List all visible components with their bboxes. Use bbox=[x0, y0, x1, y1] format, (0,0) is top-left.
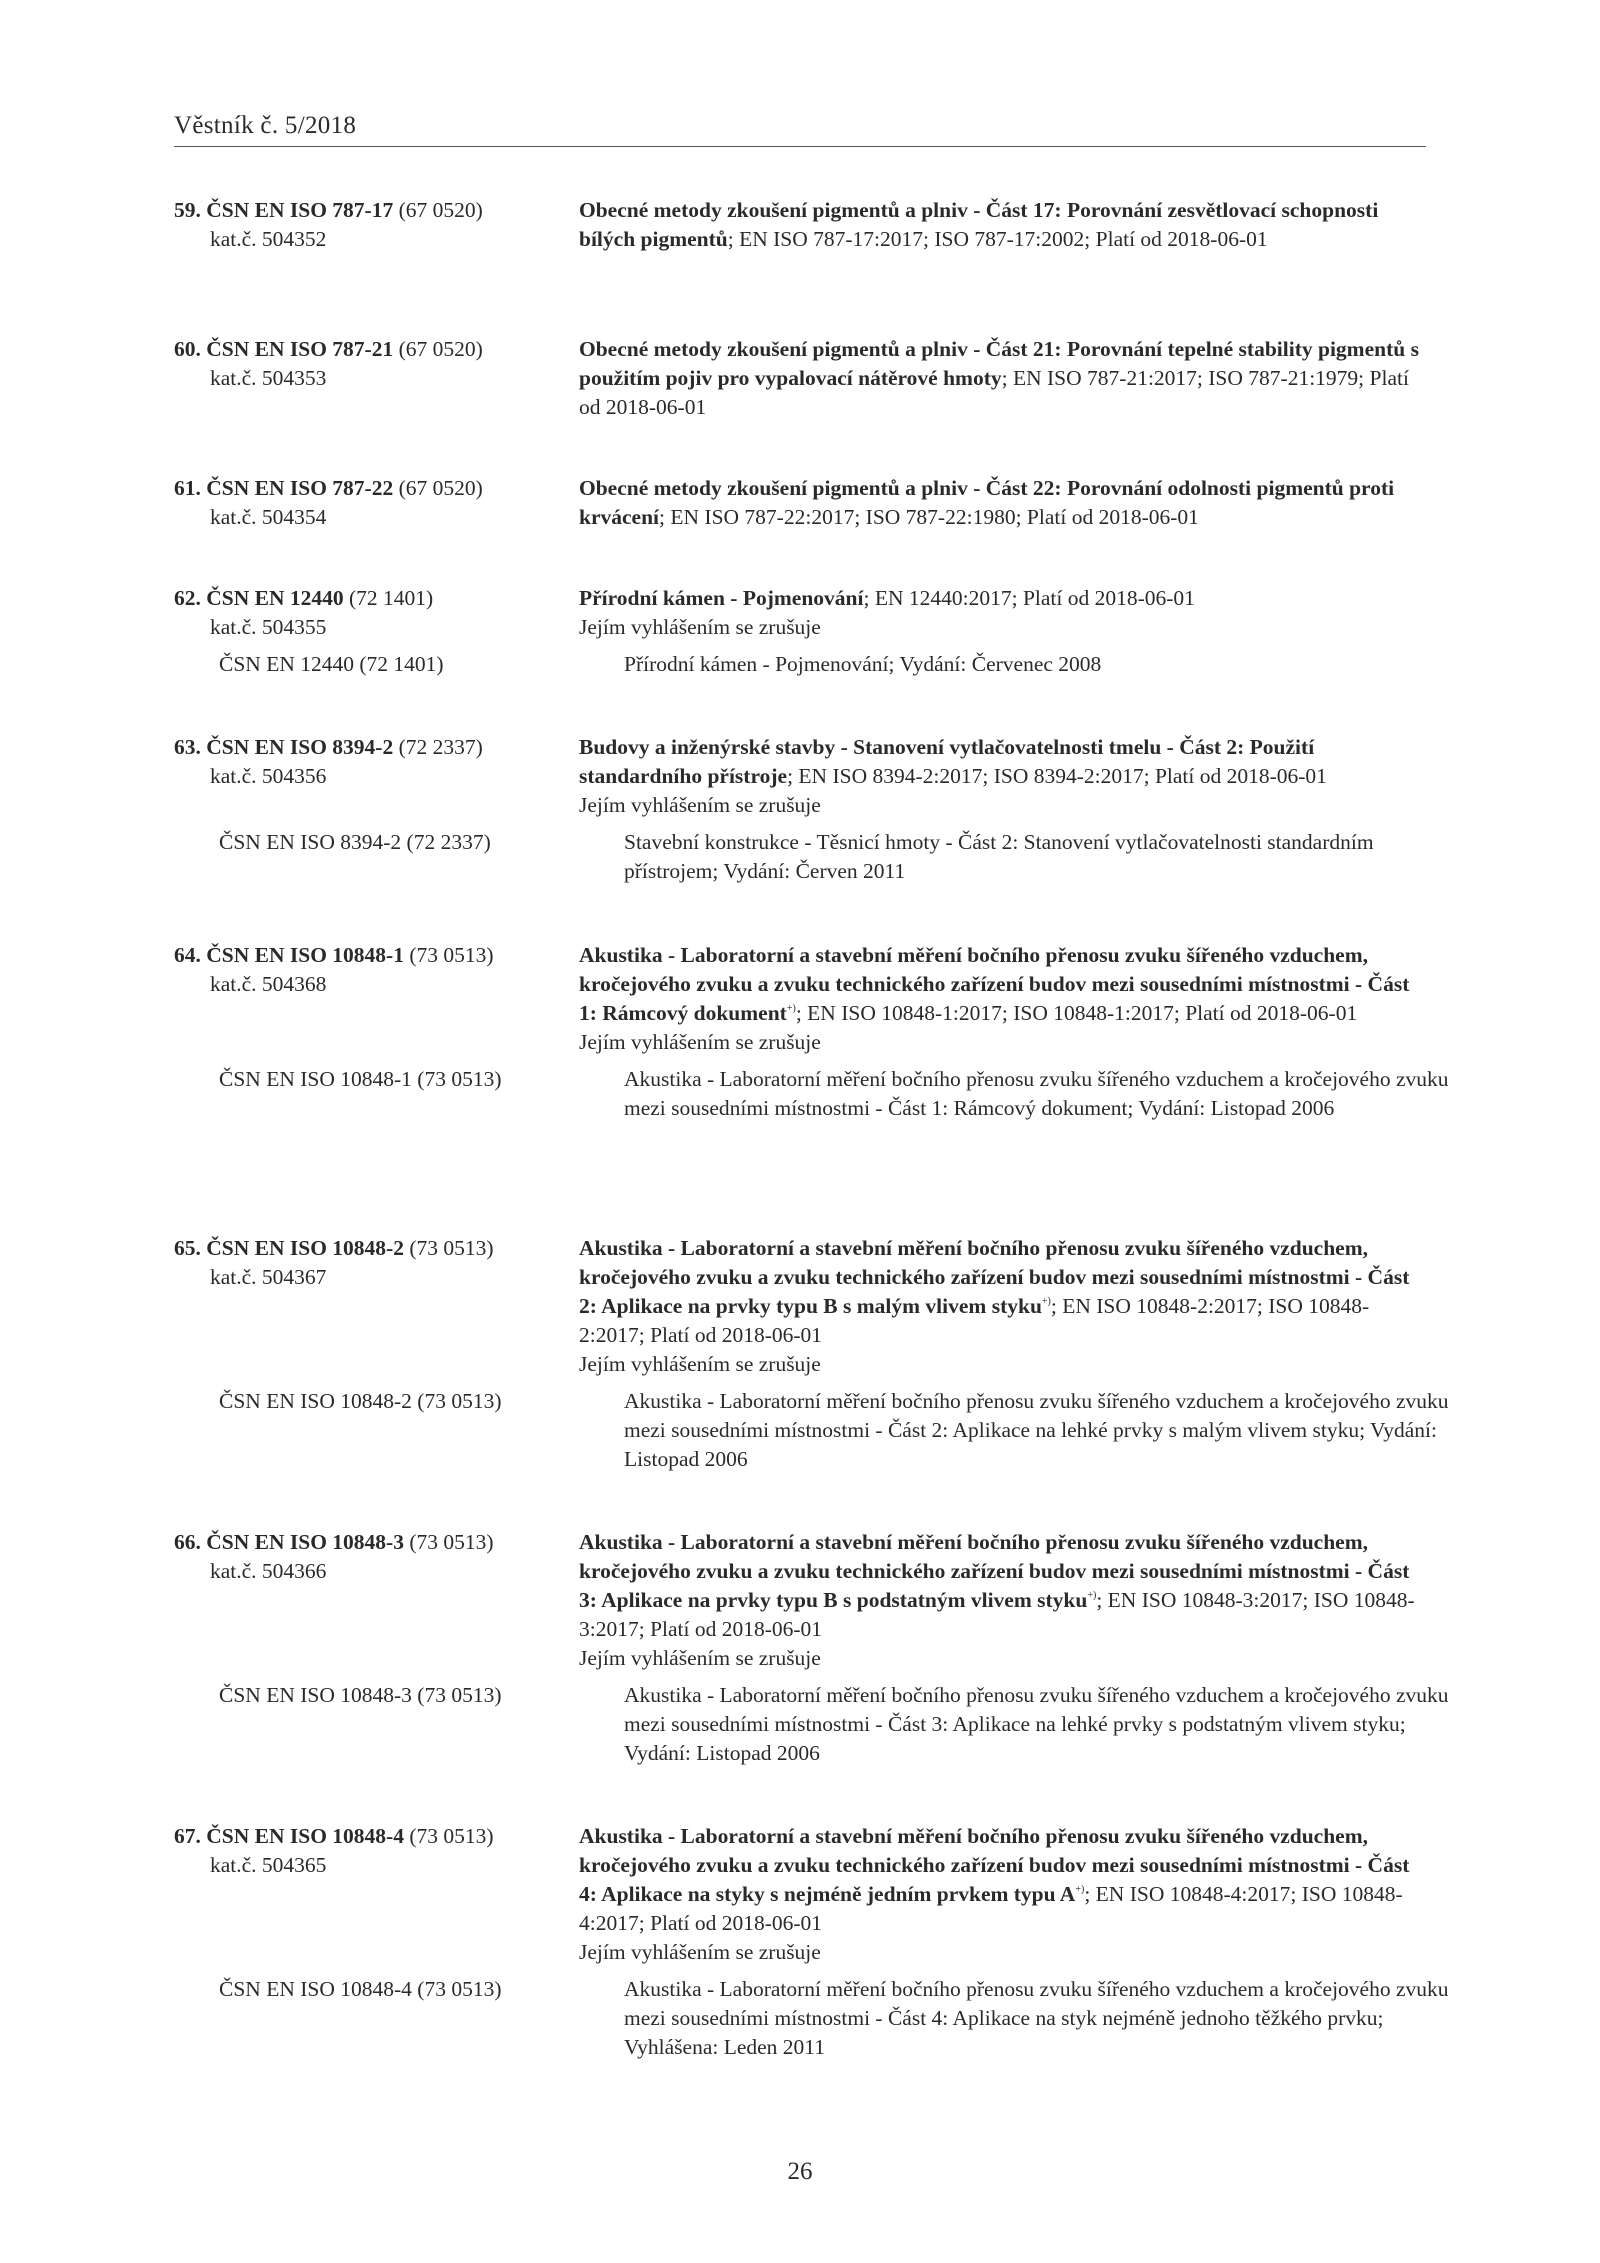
entry-number: 60. bbox=[174, 337, 201, 361]
classification-code: (72 1401) bbox=[349, 586, 434, 610]
footnote-marker: +) bbox=[1087, 1590, 1097, 1601]
classification-code: (67 0520) bbox=[398, 198, 483, 222]
footnote-marker: +) bbox=[786, 1003, 796, 1014]
cancellation-note: Jejím vyhlášením se zrušuje bbox=[579, 1940, 821, 1964]
catalog-number: kat.č. 504355 bbox=[210, 615, 327, 639]
classification-code: (73 0513) bbox=[409, 1824, 494, 1848]
standard-code: ČSN EN ISO 10848-2 bbox=[206, 1236, 404, 1260]
superseded-standard-title: Akustika - Laboratorní měření bočního přenosu zvuku šířeného vzduchem a kročejového zvuku mezi sousedními místnostmi - Část 2: Aplikace na lehké prvky s malým vlivem styku; Vydání: Listopad 2006 bbox=[624, 1389, 1449, 1471]
standard-identifier bbox=[174, 1822, 579, 1880]
standard-code: ČSN EN 12440 bbox=[206, 586, 344, 610]
page-header bbox=[174, 112, 1426, 147]
standard-title: Akustika - Laboratorní a stavební měření bočního přenosu zvuku šířeného vzduchem, kročejového zvuku a zvuku technického zařízení budov mezi sousedními místnostmi - Část 4: Aplikace na styky s nejméně jedním prvkem typu A bbox=[579, 1824, 1410, 1906]
standard-details: ; EN 12440:2017; Platí od 2018-06-01 bbox=[863, 586, 1195, 610]
cancellation-note: Jejím vyhlášením se zrušuje bbox=[579, 1646, 821, 1670]
standard-details: ; EN ISO 10848-3:2017; ISO 10848-3:2017; Platí od 2018-06-01 bbox=[579, 1588, 1415, 1641]
superseded-standard-code: ČSN EN ISO 10848-4 (73 0513) bbox=[219, 1977, 502, 2001]
standard-description bbox=[579, 941, 1426, 1057]
standard-title: Obecné metody zkoušení pigmentů a plniv - Část 21: Porovnání tepelné stability pigmentů s použitím pojiv pro vypalovací nátěrové hmoty bbox=[579, 337, 1419, 390]
standard-details: ; EN ISO 8394-2:2017; ISO 8394-2:2017; Platí od 2018-06-01 bbox=[787, 764, 1327, 788]
entry-number: 59. bbox=[174, 198, 201, 222]
standard-code: ČSN EN ISO 787-17 bbox=[206, 198, 394, 222]
classification-code: (73 0513) bbox=[409, 1530, 494, 1554]
standard-title: Obecné metody zkoušení pigmentů a plniv - Část 17: Porovnání zesvětlovací schopnosti bílých pigmentů bbox=[579, 198, 1379, 251]
entry-number: 64. bbox=[174, 943, 201, 967]
catalog-number: kat.č. 504352 bbox=[210, 227, 327, 251]
standard-identifier bbox=[174, 1234, 579, 1292]
standard-code: ČSN EN ISO 10848-1 bbox=[206, 943, 404, 967]
standard-entry-66 bbox=[174, 1528, 1449, 1768]
standard-title: Přírodní kámen - Pojmenování bbox=[579, 586, 864, 610]
standard-entry-59 bbox=[174, 196, 1426, 254]
standard-details: ; EN ISO 787-17:2017; ISO 787-17:2002; Platí od 2018-06-01 bbox=[727, 227, 1268, 251]
standard-details: ; EN ISO 10848-4:2017; ISO 10848-4:2017; Platí od 2018-06-01 bbox=[579, 1882, 1403, 1935]
superseded-standard-code: ČSN EN ISO 8394-2 (72 2337) bbox=[219, 830, 491, 854]
superseded-standard-code: ČSN EN ISO 10848-1 (73 0513) bbox=[219, 1067, 502, 1091]
standard-identifier bbox=[174, 1528, 579, 1586]
standard-code: ČSN EN ISO 10848-4 bbox=[206, 1824, 404, 1848]
superseded-standard-title: Přírodní kámen - Pojmenování; Vydání: Červenec 2008 bbox=[624, 652, 1102, 676]
standard-entry-61 bbox=[174, 474, 1426, 532]
standard-title: Budovy a inženýrské stavby - Stanovení vytlačovatelnosti tmelu - Část 2: Použití standardního přístroje bbox=[579, 735, 1315, 788]
standard-identifier bbox=[174, 584, 579, 642]
standard-details: ; EN ISO 787-22:2017; ISO 787-22:1980; Platí od 2018-06-01 bbox=[659, 505, 1199, 529]
catalog-number: kat.č. 504368 bbox=[210, 972, 327, 996]
footnote-marker: +) bbox=[1075, 1884, 1085, 1895]
standard-identifier bbox=[174, 335, 579, 393]
classification-code: (72 2337) bbox=[398, 735, 483, 759]
entry-number: 61. bbox=[174, 476, 201, 500]
standard-description bbox=[579, 1234, 1426, 1379]
catalog-number: kat.č. 504366 bbox=[210, 1559, 327, 1583]
standard-entry-63 bbox=[174, 733, 1426, 886]
standard-title: Obecné metody zkoušení pigmentů a plniv - Část 22: Porovnání odolnosti pigmentů proti krvácení bbox=[579, 476, 1395, 529]
classification-code: (67 0520) bbox=[398, 337, 483, 361]
entry-number: 67. bbox=[174, 1824, 201, 1848]
entry-number: 63. bbox=[174, 735, 201, 759]
journal-issue-title: Věstník č. 5/2018 bbox=[174, 112, 357, 139]
catalog-number: kat.č. 504354 bbox=[210, 505, 327, 529]
standard-code: ČSN EN ISO 787-22 bbox=[206, 476, 394, 500]
standard-title: Akustika - Laboratorní a stavební měření bočního přenosu zvuku šířeného vzduchem, kročejového zvuku a zvuku technického zařízení budov mezi sousedními místnostmi - Část 3: Aplikace na prvky typu B s podstatným vlivem styku bbox=[579, 1530, 1410, 1612]
standard-identifier bbox=[174, 733, 579, 791]
standard-entry-60 bbox=[174, 335, 1426, 422]
catalog-number: kat.č. 504356 bbox=[210, 764, 327, 788]
standard-description bbox=[579, 474, 1426, 532]
classification-code: (67 0520) bbox=[398, 476, 483, 500]
standard-details: ; EN ISO 10848-1:2017; ISO 10848-1:2017; Platí od 2018-06-01 bbox=[795, 1001, 1358, 1025]
standard-identifier bbox=[174, 941, 579, 999]
page-number: 26 bbox=[787, 2158, 813, 2185]
standard-description bbox=[579, 733, 1426, 820]
standard-details: ; EN ISO 787-21:2017; ISO 787-21:1979; Platí od 2018-06-01 bbox=[579, 366, 1409, 419]
entry-number: 66. bbox=[174, 1530, 201, 1554]
cancellation-note: Jejím vyhlášením se zrušuje bbox=[579, 1352, 821, 1376]
superseded-standard-code: ČSN EN 12440 (72 1401) bbox=[219, 652, 444, 676]
standard-title: Akustika - Laboratorní a stavební měření bočního přenosu zvuku šířeného vzduchem, kročejového zvuku a zvuku technického zařízení budov mezi sousedními místnostmi - Část 2: Aplikace na prvky typu B s malým vlivem styku bbox=[579, 1236, 1410, 1318]
superseded-standard-title: Akustika - Laboratorní měření bočního přenosu zvuku šířeného vzduchem a kročejového zvuku mezi sousedními místnostmi - Část 3: Aplikace na lehké prvky s podstatným vlivem styku; Vydání: Listopad 2006 bbox=[624, 1683, 1449, 1765]
standard-code: ČSN EN ISO 787-21 bbox=[206, 337, 394, 361]
entry-number: 62. bbox=[174, 586, 201, 610]
cancellation-note: Jejím vyhlášením se zrušuje bbox=[579, 615, 821, 639]
standard-identifier bbox=[174, 196, 579, 254]
standard-entry-62 bbox=[174, 584, 1426, 679]
superseded-standard-code: ČSN EN ISO 10848-3 (73 0513) bbox=[219, 1683, 502, 1707]
entry-number: 65. bbox=[174, 1236, 201, 1260]
superseded-standard-code: ČSN EN ISO 10848-2 (73 0513) bbox=[219, 1389, 502, 1413]
standard-title: Akustika - Laboratorní a stavební měření bočního přenosu zvuku šířeného vzduchem, kročejového zvuku a zvuku technického zařízení budov mezi sousedními místnostmi - Část 1: Rámcový dokument bbox=[579, 943, 1410, 1025]
standard-description bbox=[579, 584, 1426, 642]
classification-code: (73 0513) bbox=[409, 943, 494, 967]
cancellation-note: Jejím vyhlášením se zrušuje bbox=[579, 793, 821, 817]
standard-entry-65 bbox=[174, 1234, 1449, 1474]
standard-code: ČSN EN ISO 10848-3 bbox=[206, 1530, 404, 1554]
superseded-standard-title: Stavební konstrukce - Těsnicí hmoty - Část 2: Stanovení vytlačovatelnosti standardním přístrojem; Vydání: Červen 2011 bbox=[624, 830, 1374, 883]
catalog-number: kat.č. 504365 bbox=[210, 1853, 327, 1877]
standard-description bbox=[579, 196, 1426, 254]
standard-code: ČSN EN ISO 8394-2 bbox=[206, 735, 394, 759]
cancellation-note: Jejím vyhlášením se zrušuje bbox=[579, 1030, 821, 1054]
standard-entry-64 bbox=[174, 941, 1449, 1123]
footnote-marker: +) bbox=[1041, 1296, 1051, 1307]
standard-details: ; EN ISO 10848-2:2017; ISO 10848-2:2017; Platí od 2018-06-01 bbox=[579, 1294, 1370, 1347]
classification-code: (73 0513) bbox=[409, 1236, 494, 1260]
superseded-standard-title: Akustika - Laboratorní měření bočního přenosu zvuku šířeného vzduchem a kročejového zvuku mezi sousedními místnostmi - Část 1: Rámcový dokument; Vydání: Listopad 2006 bbox=[624, 1067, 1449, 1120]
standard-description bbox=[579, 1528, 1426, 1673]
catalog-number: kat.č. 504353 bbox=[210, 366, 327, 390]
standard-description bbox=[579, 335, 1426, 422]
superseded-standard-title: Akustika - Laboratorní měření bočního přenosu zvuku šířeného vzduchem a kročejového zvuku mezi sousedními místnostmi - Část 4: Aplikace na styk nejméně jednoho těžkého prvku; Vyhlášena: Leden 2011 bbox=[624, 1977, 1449, 2059]
standard-entry-67 bbox=[174, 1822, 1449, 2062]
catalog-number: kat.č. 504367 bbox=[210, 1265, 327, 1289]
standard-identifier bbox=[174, 474, 579, 532]
standard-description bbox=[579, 1822, 1426, 1967]
